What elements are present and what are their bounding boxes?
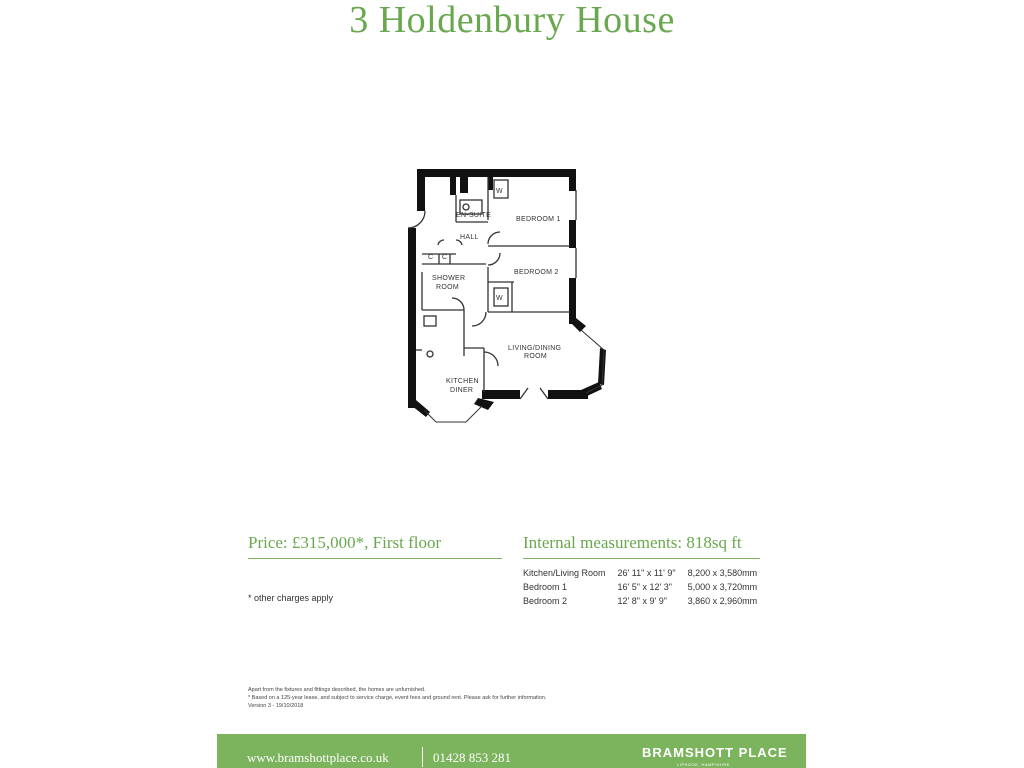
door-swing (408, 211, 425, 228)
room-label-en-suite: EN-SUITE (456, 212, 492, 219)
door-swing (520, 388, 528, 399)
room-label-hall: HALL (460, 234, 479, 241)
table-row (523, 582, 769, 596)
wardrobe-label: W (496, 188, 503, 195)
room-label-shower: SHOWER (432, 275, 466, 282)
footer-bar (217, 734, 806, 768)
website-link[interactable]: www.bramshottplace.co.uk (247, 750, 389, 765)
bay-window (424, 406, 482, 422)
wall (450, 177, 456, 195)
other-charges-note: * other charges apply (248, 593, 334, 603)
wall (569, 169, 576, 191)
wall (569, 220, 576, 248)
room-name: Bedroom 1 (523, 582, 568, 592)
door-swing (540, 388, 548, 399)
door-swing (472, 312, 486, 326)
wardrobe-label: W (496, 295, 503, 302)
hob-fitting (424, 316, 436, 326)
imperial-size: 12' 8" x 9' 9" (617, 596, 667, 606)
metric-size: 5,000 x 3,720mm (687, 582, 758, 592)
door-swing (484, 352, 498, 366)
wall (412, 400, 430, 417)
phone-number[interactable]: 01428 853 281 (433, 750, 511, 765)
metric-size: 8,200 x 3,580mm (687, 568, 758, 578)
room-label-kitchen-2: DINER (450, 387, 474, 394)
room-label-bedroom1: BEDROOM 1 (516, 216, 561, 223)
wall (569, 278, 576, 324)
wall (474, 398, 494, 410)
room-label-bedroom2: BEDROOM 2 (514, 269, 559, 276)
room-name: Bedroom 2 (523, 596, 568, 606)
sink-fitting (427, 351, 433, 357)
brand-location: LIPHOOK, HAMPSHIRE (677, 762, 730, 767)
cupboard-label: C (442, 254, 448, 261)
measurements-heading: Internal measurements: 818sq ft (523, 533, 760, 559)
measurements-table (523, 568, 769, 610)
table-row (523, 596, 769, 610)
cupboard-label: C (428, 254, 434, 261)
door-swing (488, 232, 500, 244)
door-swing (488, 253, 500, 265)
door-swing (452, 298, 464, 310)
room-label-living: LIVING/DINING (508, 345, 562, 352)
wall (488, 177, 493, 190)
room-label-shower-2: ROOM (436, 284, 459, 291)
disclaimer (248, 686, 578, 710)
imperial-size: 16' 5" x 12' 3" (617, 582, 672, 592)
disclaimer-line: * Based on a 125-year lease, and subject to service charge, event fees and ground rent. Please ask for further information. (248, 695, 547, 701)
footer-divider (422, 747, 423, 767)
disclaimer-line: Apart from the fixtures and fittings described, the homes are unfurnished. (248, 687, 426, 693)
room-label-living-2: ROOM (524, 353, 547, 360)
metric-size: 3,860 x 2,960mm (687, 596, 758, 606)
imperial-size: 26' 11" x 11' 9" (617, 568, 676, 578)
toilet-fitting (463, 204, 469, 210)
wall (482, 390, 520, 399)
brand-logo: BRAMSHOTT PLACE (642, 745, 788, 760)
floor-plan (400, 160, 630, 435)
wall (460, 177, 468, 193)
room-label-kitchen: KITCHEN (446, 378, 479, 385)
table-row (523, 568, 769, 582)
price-heading: Price: £315,000*, First floor (248, 533, 502, 559)
wall (417, 169, 425, 211)
page-title: 3 Holdenbury House (349, 0, 675, 41)
wall (408, 228, 416, 408)
version-line: Version 3 - 19/10/2018 (248, 703, 304, 709)
wall (581, 382, 602, 397)
door-swing (438, 240, 444, 245)
room-name: Kitchen/Living Room (523, 568, 606, 578)
wall (417, 169, 575, 177)
